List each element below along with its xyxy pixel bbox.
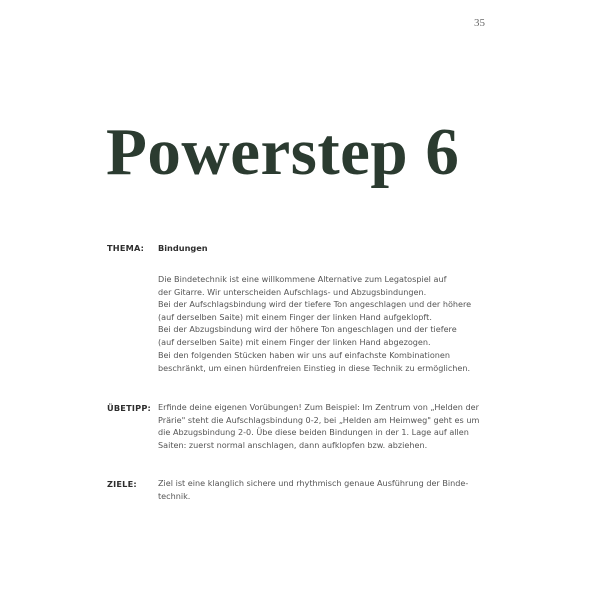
text-line: Ziel ist eine klanglich sichere und rhythmisch genaue Ausführung der Binde- [158, 478, 469, 488]
thema-paragraph-1 [158, 273, 518, 349]
text-line: Erfinde deine eigenen Vorübungen! Zum Beispiel: Im Zentrum von „Helden der [158, 402, 479, 412]
thema-paragraph-2 [158, 349, 518, 374]
uebetipp-label: ÜBETIPP: [107, 403, 151, 413]
page-number: 35 [474, 17, 485, 29]
text-line: technik. [158, 490, 191, 501]
thema-heading: Bindungen [158, 243, 208, 253]
ziele-paragraph [158, 477, 518, 502]
text-line: Prärie" steht die Aufschlagsbindung 0-2, bei „Helden am Heimweg" geht es um [158, 414, 480, 425]
text-line: Die Bindetechnik ist eine willkommene Alternative zum Legatospiel auf [158, 274, 447, 284]
text-line: die Abzugsbindung 2-0. Übe diese beiden Bindungen in der 1. Lage auf allen [158, 427, 469, 438]
text-line: (auf derselben Saite) mit einem Finger der linken Hand aufgeklopft. [158, 311, 432, 322]
text-line: Bei der Abzugsbindung wird der höhere Ton angeschlagen und der tiefere [158, 324, 457, 335]
ziele-label: ZIELE: [107, 479, 137, 489]
text-line: Saiten: zuerst normal anschlagen, dann aufklopfen bzw. abziehen. [158, 439, 428, 450]
text-line: Bei der Aufschlagsbindung wird der tiefere Ton angeschlagen und der höhere [158, 299, 472, 310]
text-line: (auf derselben Saite) mit einem Finger der linken Hand abgezogen. [158, 336, 431, 347]
thema-label: THEMA: [107, 243, 145, 253]
text-line: beschränkt, um einen hürdenfreien Einstieg in diese Technik zu ermöglichen. [158, 362, 471, 373]
page-title: Powerstep 6 [106, 115, 460, 189]
text-line: der Gitarre. Wir unterscheiden Aufschlags- und Abzugsbindungen. [158, 286, 427, 297]
text-line: Bei den folgenden Stücken haben wir uns auf einfachste Kombinationen [158, 350, 451, 360]
uebetipp-paragraph [158, 401, 518, 451]
